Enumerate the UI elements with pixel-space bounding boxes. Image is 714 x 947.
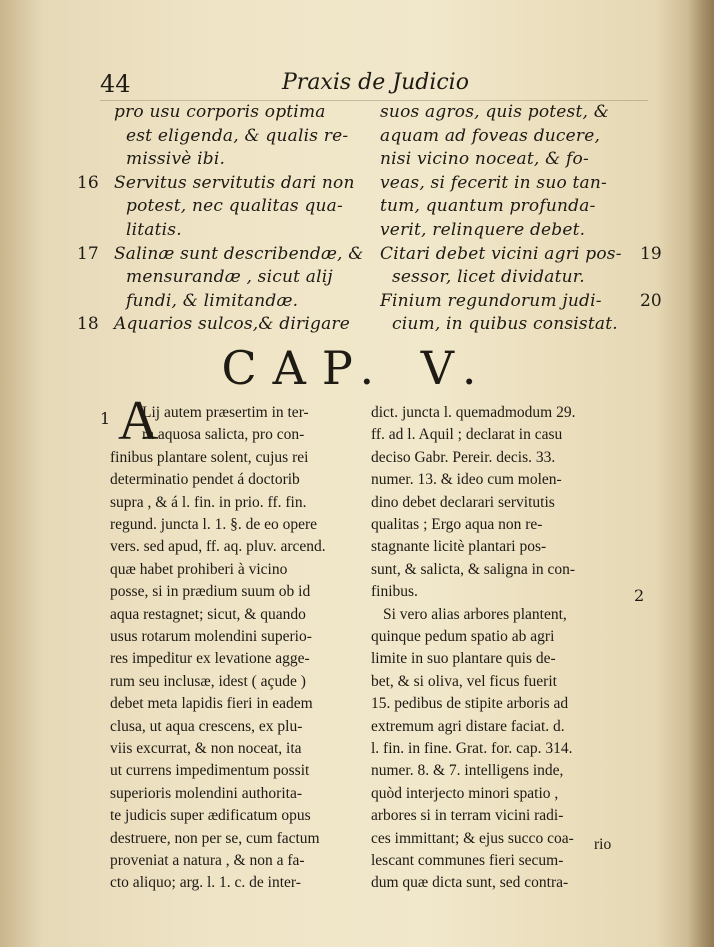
top-right-line: Finium regundorum judi-	[380, 290, 602, 311]
top-right-line: veas, si fecerit in suo tan-	[380, 172, 607, 193]
section-marker: 17	[77, 243, 99, 264]
main-left-line: finibus plantare solent, cujus rei	[110, 448, 309, 466]
top-left-line: mensurandæ , sicut alij	[126, 267, 333, 288]
top-left-line: Salinæ sunt describendæ, &	[114, 243, 364, 264]
main-left-line: te judicis super ædificatum opus	[110, 807, 311, 825]
main-right-line: bet, & si oliva, vel ficus fuerit	[371, 672, 557, 690]
main-left-line: destruere, non per se, cum factum	[110, 829, 320, 847]
main-right-line: lescant communes fieri secum-	[371, 852, 564, 869]
main-left-line: usus rotarum molendini superio-	[110, 628, 312, 645]
main-right-line: 15. pedibus de stipite arboris ad	[371, 695, 569, 713]
catchword: rio	[594, 836, 612, 853]
main-right-line: qualitas ; Ergo aqua non re-	[371, 516, 543, 533]
top-right-line: cium, in quibus consistat.	[392, 314, 618, 335]
main-left-line: ut currens impedimentum possit	[110, 762, 310, 780]
top-left-line: litatis.	[126, 220, 182, 240]
top-right-line: suos agros, quis potest, &	[380, 102, 610, 122]
main-right-line: ff. ad l. Aquil ; declarat in casu	[371, 426, 563, 444]
main-right-line: numer. 13. & ideo cum molen-	[371, 471, 562, 489]
main-left-line: quæ habet prohiberi à vicino	[110, 560, 288, 578]
running-title: Praxis de Judicio	[282, 70, 469, 95]
main-left-line: ra aquosa salicta, pro con-	[142, 426, 305, 444]
main-right-line: quinque pedum spatio ab agri	[371, 628, 555, 645]
main-right-line: Si vero alias arbores plantent,	[383, 605, 567, 623]
main-left-line: supra , & á l. fin. in prio. ff. fin.	[110, 493, 307, 511]
main-right-line: sunt, & salicta, & saligna in con-	[371, 560, 576, 578]
paragraph-marker-2: 2	[634, 586, 645, 605]
main-right-line: deciso Gabr. Pereir. decis. 33.	[371, 448, 556, 466]
main-right-line: arbores si in terram vicini radi-	[371, 807, 564, 825]
top-left-line: Servitus servitutis dari non	[114, 172, 355, 193]
top-left-line: pro usu corporis optima	[114, 102, 326, 122]
section-marker: 18	[77, 314, 99, 335]
main-right-line: extremum agri distare faciat. d.	[371, 717, 565, 735]
main-left-line: aqua restagnet; sicut, & quando	[110, 605, 306, 623]
main-right-line: stagnante licitè plantari pos-	[371, 538, 547, 556]
main-left-line: debet meta lapidis fieri in eadem	[110, 695, 313, 713]
main-left-line: superioris molendini authorita-	[110, 784, 302, 802]
main-left-line: regund. juncta l. 1. §. de eo opere	[110, 516, 318, 533]
section-marker: 20	[640, 290, 662, 311]
chapter-heading: CAP. V.	[221, 341, 493, 395]
main-right-line: dict. juncta l. quemadmodum 29.	[371, 404, 576, 421]
main-right-line: limite in suo plantare quis de-	[371, 650, 556, 668]
main-left-line: vers. sed apud, ff. aq. pluv. arcend.	[110, 538, 326, 556]
section-marker: 19	[640, 243, 662, 264]
main-right-line: dum quæ dicta sunt, sed contra-	[371, 874, 569, 892]
main-left-line: proveniat a natura , & non a fa-	[110, 852, 305, 869]
main-left-line: rum seu inclusæ, idest ( açude )	[110, 672, 306, 690]
section-marker: 16	[77, 172, 99, 193]
main-right-line: dino debet declarari servitutis	[371, 493, 555, 511]
main-right-line: numer. 8. & 7. intelligens inde,	[371, 762, 564, 780]
paragraph-marker-1: 1	[100, 409, 111, 428]
top-right-line: sessor, licet dividatur.	[392, 267, 585, 288]
main-right-line: l. fin. in fine. Grat. for. cap. 314.	[371, 740, 573, 757]
main-left-line: viis excurrat, & non noceat, ita	[110, 740, 302, 757]
top-left-line: missivè ibi.	[126, 149, 226, 170]
main-left-line: cto aliquo; arg. l. 1. c. de inter-	[110, 874, 301, 892]
main-right-line: ces immittant; & ejus succo coa-	[371, 829, 574, 847]
top-right-line: verit, relinquere debet.	[380, 220, 586, 240]
top-left-line: potest, nec qualitas qua-	[126, 196, 343, 217]
main-left-line: clusa, ut aqua crescens, ex plu-	[110, 717, 303, 735]
top-right-line: tum, quantum profunda-	[380, 196, 596, 217]
main-right-line: quòd interjecto minori spatio ,	[371, 784, 559, 802]
top-right-line: aquam ad foveas ducere,	[380, 125, 601, 146]
page-number: 44	[100, 70, 131, 98]
top-right-line: Citari debet vicini agri pos-	[380, 243, 622, 264]
main-left-line: determinatio pendet á doctorib	[110, 471, 300, 489]
top-left-line: est eligenda, & qualis re-	[126, 125, 349, 146]
drop-cap: A	[118, 390, 159, 452]
top-left-line: fundi, & limitandæ.	[126, 290, 299, 311]
main-left-line: res impeditur ex levatione agge-	[110, 650, 310, 668]
top-right-line: nisi vicino noceat, & fo-	[380, 149, 589, 170]
top-left-line: Aquarios sulcos,& dirigare	[114, 314, 350, 335]
main-right-line: finibus.	[371, 583, 418, 601]
main-left-line: Lij autem præsertim in ter-	[142, 404, 309, 421]
main-left-line: posse, si in prædium suum ob id	[110, 583, 311, 601]
